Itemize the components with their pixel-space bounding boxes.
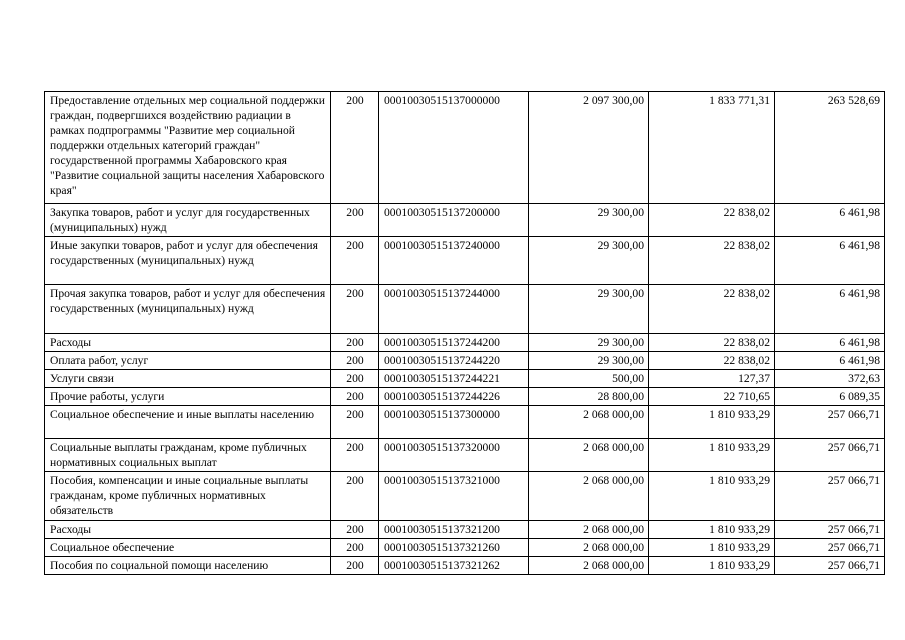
row-executed-cell: 22 838,02 bbox=[649, 237, 775, 285]
row-classification-code-cell: 00010030515137300000 bbox=[379, 406, 529, 439]
row-approved-cell: 29 300,00 bbox=[529, 285, 649, 334]
row-remainder-cell: 257 066,71 bbox=[775, 406, 885, 439]
row-name-cell: Социальные выплаты гражданам, кроме публичных нормативных социальных выплат bbox=[45, 439, 331, 472]
row-name-cell: Прочая закупка товаров, работ и услуг для обеспечения государственных (муниципальных) нужд bbox=[45, 285, 331, 334]
table-row bbox=[45, 406, 885, 439]
row-remainder-cell: 257 066,71 bbox=[775, 439, 885, 472]
row-name-cell: Расходы bbox=[45, 334, 331, 352]
row-name-cell: Расходы bbox=[45, 521, 331, 539]
row-approved-cell: 29 300,00 bbox=[529, 237, 649, 285]
row-classification-code-cell: 00010030515137244220 bbox=[379, 352, 529, 370]
row-name-cell: Пособия по социальной помощи населению bbox=[45, 557, 331, 575]
row-code-cell: 200 bbox=[331, 237, 379, 285]
row-remainder-cell: 257 066,71 bbox=[775, 521, 885, 539]
row-name-cell: Услуги связи bbox=[45, 370, 331, 388]
row-classification-code-cell: 00010030515137321200 bbox=[379, 521, 529, 539]
row-code-cell: 200 bbox=[331, 521, 379, 539]
row-name-cell: Социальное обеспечение и иные выплаты населению bbox=[45, 406, 331, 439]
row-approved-cell: 2 068 000,00 bbox=[529, 539, 649, 557]
row-remainder-cell: 263 528,69 bbox=[775, 92, 885, 204]
row-executed-cell: 22 838,02 bbox=[649, 204, 775, 237]
row-executed-cell: 1 810 933,29 bbox=[649, 472, 775, 521]
row-approved-cell: 2 068 000,00 bbox=[529, 521, 649, 539]
row-executed-cell: 127,37 bbox=[649, 370, 775, 388]
row-code-cell: 200 bbox=[331, 557, 379, 575]
row-approved-cell: 29 300,00 bbox=[529, 204, 649, 237]
row-code-cell: 200 bbox=[331, 406, 379, 439]
row-name-cell: Прочие работы, услуги bbox=[45, 388, 331, 406]
row-classification-code-cell: 00010030515137321260 bbox=[379, 539, 529, 557]
row-approved-cell: 500,00 bbox=[529, 370, 649, 388]
row-code-cell: 200 bbox=[331, 439, 379, 472]
row-executed-cell: 1 810 933,29 bbox=[649, 557, 775, 575]
row-code-cell: 200 bbox=[331, 472, 379, 521]
table-row bbox=[45, 370, 885, 388]
row-code-cell: 200 bbox=[331, 334, 379, 352]
row-executed-cell: 1 810 933,29 bbox=[649, 439, 775, 472]
row-executed-cell: 1 810 933,29 bbox=[649, 539, 775, 557]
table-row bbox=[45, 204, 885, 237]
row-executed-cell: 22 838,02 bbox=[649, 334, 775, 352]
row-approved-cell: 28 800,00 bbox=[529, 388, 649, 406]
row-classification-code-cell: 00010030515137320000 bbox=[379, 439, 529, 472]
table-row bbox=[45, 388, 885, 406]
row-approved-cell: 2 068 000,00 bbox=[529, 439, 649, 472]
row-approved-cell: 2 068 000,00 bbox=[529, 557, 649, 575]
table-row bbox=[45, 237, 885, 285]
row-classification-code-cell: 00010030515137321262 bbox=[379, 557, 529, 575]
row-remainder-cell: 6 461,98 bbox=[775, 285, 885, 334]
row-classification-code-cell: 00010030515137244200 bbox=[379, 334, 529, 352]
row-remainder-cell: 257 066,71 bbox=[775, 557, 885, 575]
row-remainder-cell: 6 089,35 bbox=[775, 388, 885, 406]
table-row bbox=[45, 557, 885, 575]
row-classification-code-cell: 00010030515137244221 bbox=[379, 370, 529, 388]
row-approved-cell: 2 068 000,00 bbox=[529, 406, 649, 439]
row-classification-code-cell: 00010030515137200000 bbox=[379, 204, 529, 237]
row-classification-code-cell: 00010030515137244226 bbox=[379, 388, 529, 406]
row-code-cell: 200 bbox=[331, 204, 379, 237]
row-name-cell: Закупка товаров, работ и услуг для государственных (муниципальных) нужд bbox=[45, 204, 331, 237]
row-executed-cell: 1 810 933,29 bbox=[649, 521, 775, 539]
row-remainder-cell: 257 066,71 bbox=[775, 539, 885, 557]
table-row bbox=[45, 439, 885, 472]
row-approved-cell: 29 300,00 bbox=[529, 334, 649, 352]
row-executed-cell: 22 838,02 bbox=[649, 285, 775, 334]
row-name-cell: Оплата работ, услуг bbox=[45, 352, 331, 370]
table-row bbox=[45, 334, 885, 352]
row-classification-code-cell: 00010030515137244000 bbox=[379, 285, 529, 334]
row-remainder-cell: 6 461,98 bbox=[775, 352, 885, 370]
row-code-cell: 200 bbox=[331, 285, 379, 334]
row-classification-code-cell: 00010030515137240000 bbox=[379, 237, 529, 285]
table-row bbox=[45, 539, 885, 557]
row-code-cell: 200 bbox=[331, 370, 379, 388]
row-classification-code-cell: 00010030515137321000 bbox=[379, 472, 529, 521]
row-remainder-cell: 257 066,71 bbox=[775, 472, 885, 521]
budget-execution-table bbox=[44, 91, 885, 575]
table-row bbox=[45, 92, 885, 204]
row-name-cell: Пособия, компенсации и иные социальные выплаты гражданам, кроме публичных нормативных обязательств bbox=[45, 472, 331, 521]
row-code-cell: 200 bbox=[331, 92, 379, 204]
row-approved-cell: 2 097 300,00 bbox=[529, 92, 649, 204]
row-executed-cell: 1 810 933,29 bbox=[649, 406, 775, 439]
row-code-cell: 200 bbox=[331, 539, 379, 557]
row-executed-cell: 1 833 771,31 bbox=[649, 92, 775, 204]
row-approved-cell: 2 068 000,00 bbox=[529, 472, 649, 521]
row-executed-cell: 22 710,65 bbox=[649, 388, 775, 406]
row-executed-cell: 22 838,02 bbox=[649, 352, 775, 370]
row-name-cell: Социальное обеспечение bbox=[45, 539, 331, 557]
row-remainder-cell: 6 461,98 bbox=[775, 237, 885, 285]
table-row bbox=[45, 521, 885, 539]
row-name-cell: Предоставление отдельных мер социальной поддержки граждан, подвергшихся воздействию радиации в рамках подпрограммы "Развитие мер социальной поддержки отдельных категорий граждан" государственной программы Хабаровского края "Развитие социальной защиты населения Хабаровского края" bbox=[45, 92, 331, 204]
row-code-cell: 200 bbox=[331, 388, 379, 406]
row-name-cell: Иные закупки товаров, работ и услуг для обеспечения государственных (муниципальных) нужд bbox=[45, 237, 331, 285]
row-classification-code-cell: 00010030515137000000 bbox=[379, 92, 529, 204]
table-row bbox=[45, 352, 885, 370]
row-remainder-cell: 372,63 bbox=[775, 370, 885, 388]
table-row bbox=[45, 285, 885, 334]
row-remainder-cell: 6 461,98 bbox=[775, 204, 885, 237]
row-code-cell: 200 bbox=[331, 352, 379, 370]
row-remainder-cell: 6 461,98 bbox=[775, 334, 885, 352]
table-row bbox=[45, 472, 885, 521]
row-approved-cell: 29 300,00 bbox=[529, 352, 649, 370]
